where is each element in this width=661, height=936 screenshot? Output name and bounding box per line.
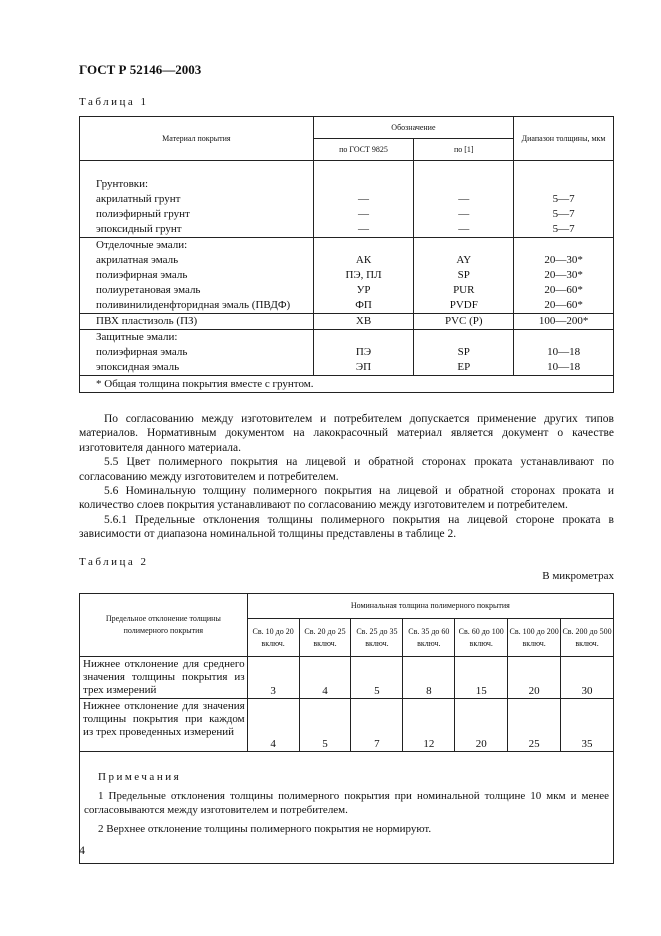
group-title: Отделочные эмали:	[80, 238, 314, 254]
header-gost: по ГОСТ 9825	[313, 139, 414, 161]
table-row: полиэфирная эмаль ПЭ SP 10—18	[80, 345, 614, 360]
table-row: ПВХ пластизоль (ПЗ) ХВ PVC (P) 100—200*	[80, 314, 614, 330]
table-row: акрилатный грунт — — 5—7	[80, 192, 614, 207]
paragraph: 5.5 Цвет полимерного покрытия на лицевой и обратной сторонах проката устанавливают по согласованию между изготовителем и потребителем.	[79, 456, 614, 483]
notes-block	[80, 752, 614, 864]
table-row: полиэфирная эмаль ПЭ, ПЛ SP 20—30*	[80, 268, 614, 283]
paragraph: 5.6 Номинальную толщину полимерного покрытия на лицевой и обратной сторонах проката и количество слоев покрытия устанавливают по согласованию между изготовителем и потребителем.	[79, 485, 614, 512]
table2-caption: Таблица 2	[79, 556, 149, 568]
note: 1 Предельные отклонения толщины полимерного покрытия при номинальной толщине 10 мкм и менее согласовываются между изготовителем и потребителем.	[84, 790, 609, 816]
table1-caption: Таблица 1	[79, 96, 149, 108]
header-nominal: Номинальная толщина полимерного покрытия	[247, 594, 613, 619]
range-header: Св. 35 до 60 включ.	[403, 619, 455, 657]
page-number: 4	[79, 843, 85, 857]
notes-title: Примечания	[98, 771, 182, 783]
table1-footnote: * Общая толщина покрытия вместе с грунтом.	[80, 376, 614, 393]
header-ref: по [1]	[414, 139, 514, 161]
group-title: Защитные эмали:	[80, 330, 314, 346]
table-materials	[79, 116, 614, 393]
table-row: акрилатная эмаль АК AY 20—30*	[80, 253, 614, 268]
note: 2 Верхнее отклонение толщины полимерного покрытия не нормируют.	[98, 823, 432, 835]
header-range: Диапазон толщины, мкм	[514, 117, 614, 161]
range-header: Св. 60 до 100 включ.	[455, 619, 508, 657]
table-row: полиуретановая эмаль УР PUR 20—60*	[80, 283, 614, 298]
header-material: Материал покрытия	[80, 117, 314, 161]
range-header: Св. 25 до 35 включ.	[351, 619, 403, 657]
table-row: полиэфирный грунт — — 5—7	[80, 207, 614, 222]
table-row: эпоксидный грунт — — 5—7	[80, 222, 614, 238]
body-text	[79, 412, 614, 542]
row-label: Нижнее отклонение для среднего значения толщины покрытия из трех измерений	[80, 657, 248, 699]
range-header: Св. 10 до 20 включ.	[247, 619, 299, 657]
paragraph: 5.6.1 Предельные отклонения толщины полимерного покрытия на лицевой стороне проката в зависимости от диапазона номинальной толщины представлены в таблице 2.	[79, 513, 614, 541]
table-row: поливинилиденфторидная эмаль (ПВДФ) ФП PVDF 20—60*	[80, 298, 614, 314]
paragraph: По согласованию между изготовителем и потребителем допускается применение других типов материалов. Нормативным документом на лакокрасочный материал является документ о качестве изготовителя данного материала.	[79, 413, 614, 454]
units-label: В микрометрах	[542, 570, 614, 582]
group-title: Грунтовки:	[80, 177, 314, 192]
table-row: Нижнее отклонение для среднего значения толщины покрытия из трех измерений 3 4 5 8 15 20 30	[80, 657, 614, 699]
table-row: Нижнее отклонение для значения толщины покрытия при каждом из трех проведенных измерений 4 5 7 12 20 25 35	[80, 699, 614, 752]
range-header: Св. 20 до 25 включ.	[299, 619, 351, 657]
header-designation: Обозначение	[313, 117, 513, 139]
row-label: Нижнее отклонение для значения толщины покрытия при каждом из трех проведенных измерений	[80, 699, 248, 752]
range-header: Св. 200 до 500 включ.	[561, 619, 614, 657]
table-deviations	[79, 593, 614, 864]
range-header: Св. 100 до 200 включ.	[508, 619, 561, 657]
table-row: эпоксидная эмаль ЭП EP 10—18	[80, 360, 614, 376]
document-header: ГОСТ Р 52146—2003	[79, 62, 202, 77]
header-deviation: Предельное отклонение толщины полимерного покрытия	[80, 594, 248, 657]
